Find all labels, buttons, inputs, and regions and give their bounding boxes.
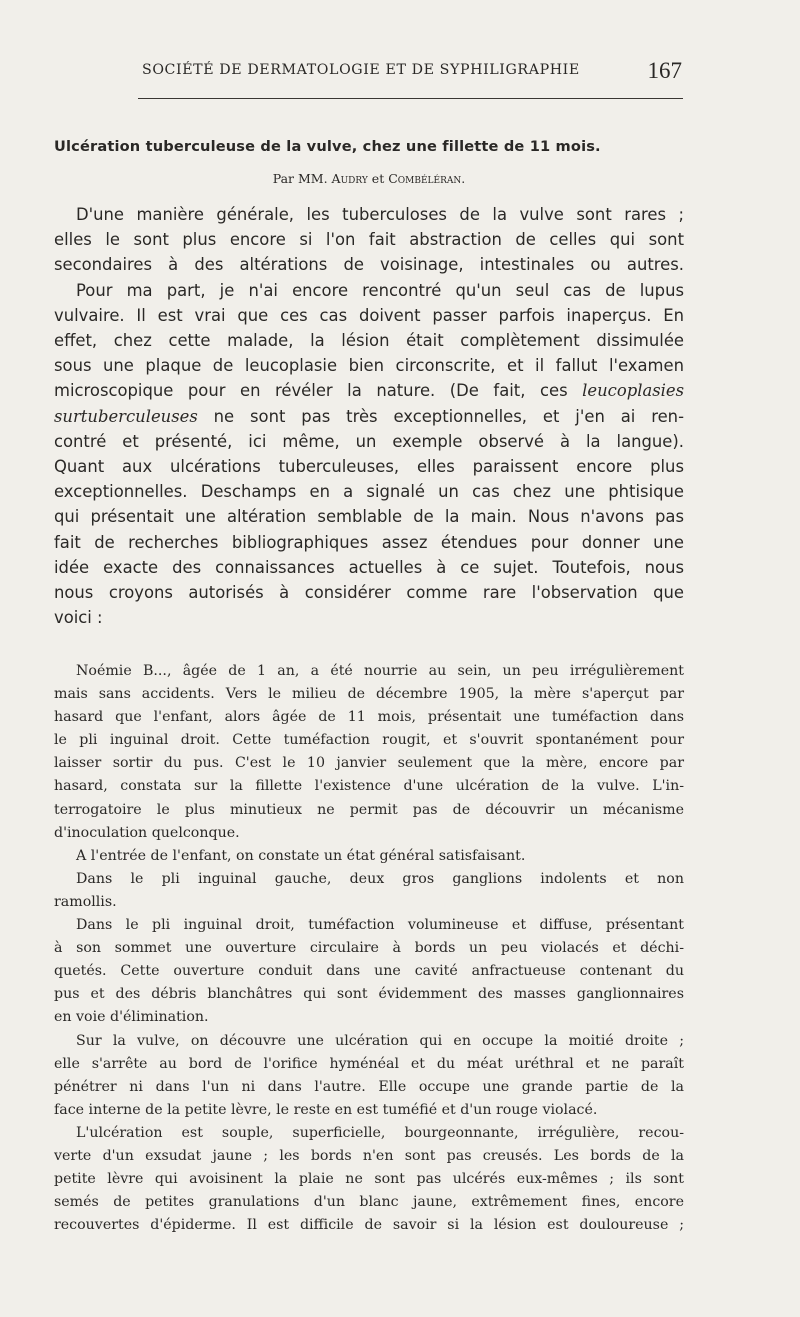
text-fragment: microscopique pour en révéler la nature. (De fait, ces — [54, 381, 568, 401]
text-line: hasard, constata sur la fillette l'existence d'une ulcération de la vulve. L'in- — [54, 778, 684, 795]
text-line: petite lèvre qui avoisinent la plaie ne sont pas ulcérés eux-mêmes ; ils sont — [54, 1171, 684, 1188]
text-line: verte d'un exsudat jaune ; les bords n'en sont pas creusés. Les bords de la — [54, 1147, 684, 1164]
case-paragraph — [54, 1030, 684, 1122]
text-line — [54, 378, 684, 403]
text-line: fait de recherches bibliographiques assez étendues pour donner une — [54, 532, 684, 552]
article-authors — [54, 171, 684, 186]
text-line — [54, 404, 684, 429]
text-line: Dans le pli inguinal gauche, deux gros ganglions indolents et non — [76, 870, 684, 887]
italic-term: surtuberculeuses — [54, 406, 198, 426]
text-line: Noémie B..., âgée de 1 an, a été nourrie au sein, un peu irrégulièrement — [76, 663, 684, 679]
authors-suffix: . — [461, 171, 466, 186]
text-line: le pli inguinal droit. Cette tuméfaction rougit, et s'ouvrit spontanément pour — [54, 732, 684, 749]
text-line: effet, chez cette malade, la lésion était complètement dissimulée — [54, 331, 684, 351]
case-report — [54, 660, 684, 1237]
running-head: SOCIÉTÉ DE DERMATOLOGIE ET DE SYPHILIGRAPHIE — [142, 62, 580, 78]
authors-conjunction: et — [367, 171, 389, 186]
author-audry: Audry — [331, 171, 368, 186]
text-line: qui présentait une altération semblable de la main. Nous n'avons pas — [54, 507, 684, 527]
text-line: en voie d'élimination. — [54, 1009, 209, 1026]
text-line: quetés. Cette ouverture conduit dans une cavité anfractueuse contenant du — [54, 963, 684, 980]
text-fragment: ne sont pas très exceptionnelles, et j'en ai ren- — [213, 406, 684, 426]
text-line: mais sans accidents. Vers le milieu de décembre 1905, la mère s'aperçut par — [54, 686, 684, 703]
case-paragraph — [54, 868, 684, 914]
text-line: nous croyons autorisés à considérer comme rare l'observation que — [54, 583, 684, 603]
text-line: Sur la vulve, on découvre une ulcération qui en occupe la moitié droite ; — [76, 1032, 684, 1049]
case-paragraph — [54, 660, 684, 845]
text-line: A l'entrée de l'enfant, on constate un état général satisfaisant. — [76, 847, 526, 864]
text-line: elle s'arrête au bord de l'orifice hyménéal et du méat uréthral et ne paraît — [54, 1055, 684, 1072]
text-line: secondaires à des altérations de voisinage, intestinales ou autres. — [54, 255, 684, 275]
text-line: L'ulcération est souple, superficielle, bourgeonnante, irrégulière, recou- — [76, 1124, 684, 1141]
page-number: 167 — [647, 58, 682, 83]
intro-paragraph-1 — [54, 202, 684, 630]
text-line: vulvaire. Il est vrai que ces cas doivent passer parfois inaperçus. En — [54, 305, 684, 325]
text-line: terrogatoire le plus minutieux ne permit pas de découvrir un mécanisme — [54, 801, 684, 818]
introduction — [54, 202, 684, 630]
header-rule — [138, 98, 683, 99]
text-line: face interne de la petite lèvre, le reste en est tuméfié et d'un rouge violacé. — [54, 1101, 598, 1118]
text-line: contré et présenté, ici même, un exemple observé à la langue). — [54, 431, 684, 451]
author-combeleran: Combéléran — [388, 171, 462, 186]
text-line: Dans le pli inguinal droit, tuméfaction volumineuse et diffuse, présentant — [76, 917, 684, 934]
text-line: ramollis. — [54, 893, 117, 910]
text-line: d'inoculation quelconque. — [54, 824, 240, 841]
text-line: D'une manière générale, les tuberculoses de la vulve sont rares ; — [76, 205, 684, 224]
case-paragraph — [54, 845, 684, 868]
text-line: pénétrer ni dans l'un ni dans l'autre. Elle occupe une grande partie de la — [54, 1078, 684, 1095]
text-line: sous une plaque de leucoplasie bien circonscrite, et il fallut l'examen — [54, 356, 684, 376]
text-line: Quant aux ulcérations tuberculeuses, elles paraissent encore plus — [54, 457, 684, 477]
text-line: voici : — [54, 608, 103, 628]
article-title: Ulcération tuberculeuse de la vulve, chez une fillette de 11 mois. — [54, 138, 601, 155]
text-line: semés de petites granulations d'un blanc jaune, extrêmement fines, encore — [54, 1194, 684, 1211]
text-line: hasard que l'enfant, alors âgée de 11 mois, présentait une tuméfaction dans — [54, 709, 684, 726]
text-line: laisser sortir du pus. C'est le 10 janvier seulement que la mère, encore par — [54, 755, 684, 772]
text-line: elles le sont plus encore si l'on fait abstraction de celles qui sont — [54, 230, 684, 250]
italic-term: leucoplasies — [582, 381, 684, 401]
text-line: Pour ma part, je n'ai encore rencontré qu'un seul cas de lupus — [76, 280, 684, 300]
case-paragraph — [54, 1122, 684, 1237]
case-paragraph — [54, 914, 684, 1029]
text-line: exceptionnelles. Deschamps en a signalé un cas chez une phtisique — [54, 482, 684, 502]
text-line: à son sommet une ouverture circulaire à bords un peu violacés et déchi- — [54, 940, 684, 957]
authors-prefix: Par MM. — [272, 171, 332, 186]
text-line: idée exacte des connaissances actuelles à ce sujet. Toutefois, nous — [54, 557, 684, 577]
text-line: pus et des débris blanchâtres qui sont évidemment des masses ganglionnaires — [54, 986, 684, 1003]
text-line: recouvertes d'épiderme. Il est difficile de savoir si la lésion est douloureuse ; — [54, 1217, 684, 1234]
